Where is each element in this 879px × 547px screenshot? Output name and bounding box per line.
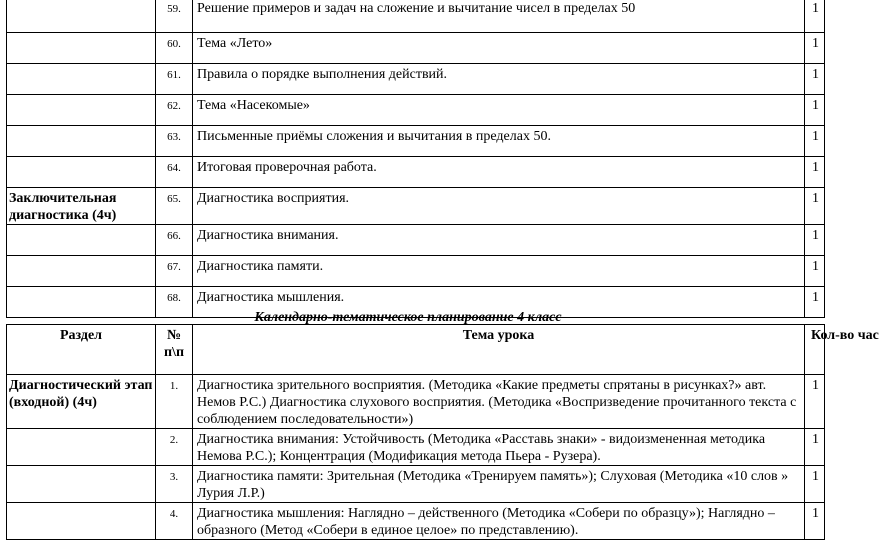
lesson-plan-table-grade-4 — [6, 324, 879, 540]
topic-cell: Правила о порядке выполнения действий. — [193, 64, 805, 95]
table-row — [7, 503, 825, 540]
hours-cell: 1 — [805, 126, 825, 157]
topic-cell: Диагностика восприятия. — [193, 188, 805, 225]
section-cell: Диагностический этап (входной) (4ч) — [7, 375, 156, 429]
number-cell: 59. — [156, 0, 193, 33]
section-cell — [7, 429, 156, 466]
table-row — [7, 0, 825, 33]
hours-cell: 1 — [805, 287, 825, 318]
topic-cell: Диагностика мышления: Наглядно – действенного (Методика «Собери по образцу»); Наглядно – образного (Метод «Собери в единое целое» по представлению). — [193, 503, 805, 540]
section-cell — [7, 95, 156, 126]
section-cell — [7, 126, 156, 157]
number-cell: 64. — [156, 157, 193, 188]
header-topic: Тема урока — [193, 325, 805, 375]
header-section: Раздел — [7, 325, 156, 375]
topic-cell: Диагностика памяти. — [193, 256, 805, 287]
number-cell: 67. — [156, 256, 193, 287]
number-cell: 62. — [156, 95, 193, 126]
table-row — [7, 256, 825, 287]
table-caption: Календарно-тематическое планирование 4 класс — [254, 310, 562, 325]
number-cell: 63. — [156, 126, 193, 157]
section-cell — [7, 503, 156, 540]
hours-cell: 1 — [805, 429, 825, 466]
topic-cell: Диагностика внимания: Устойчивость (Методика «Расставь знаки» - видоизмененная методика Немова Р.С.); Концентрация (Модификация метода Пьера - Рузера). — [193, 429, 805, 466]
topic-cell: Тема «Насекомые» — [193, 95, 805, 126]
table-body — [7, 375, 825, 540]
section-cell — [7, 256, 156, 287]
topic-cell: Письменные приёмы сложения и вычитания в пределах 50. — [193, 126, 805, 157]
number-cell: 66. — [156, 225, 193, 256]
topic-cell: Итоговая проверочная работа. — [193, 157, 805, 188]
number-cell: 65. — [156, 188, 193, 225]
hours-cell: 1 — [805, 256, 825, 287]
lesson-plan-table-continued — [6, 0, 825, 318]
number-cell: 61. — [156, 64, 193, 95]
number-cell: 4. — [156, 503, 193, 540]
topic-cell: Диагностика памяти: Зрительная (Методика «Тренируем память»); Слуховая (Методика «10 слов » Лурия Л.Р.) — [193, 466, 805, 503]
table-row — [7, 157, 825, 188]
hours-cell: 1 — [805, 64, 825, 95]
topic-cell: Решение примеров и задач на сложение и вычитание чисел в пределах 50 — [193, 0, 805, 33]
hours-cell: 1 — [805, 466, 825, 503]
topic-cell: Диагностика внимания. — [193, 225, 805, 256]
table-row — [7, 126, 825, 157]
header-number: № п\п — [156, 325, 193, 375]
table-row — [7, 466, 825, 503]
topic-cell: Тема «Лето» — [193, 33, 805, 64]
section-cell — [7, 33, 156, 64]
number-cell: 1. — [156, 375, 193, 429]
section-cell: Заключительная диагностика (4ч) — [7, 188, 156, 225]
section-cell — [7, 64, 156, 95]
table-row — [7, 64, 825, 95]
number-cell: 60. — [156, 33, 193, 64]
hours-cell: 1 — [805, 503, 825, 540]
table-row — [7, 225, 825, 256]
table-body — [7, 0, 825, 318]
table-row — [7, 95, 825, 126]
table-row — [7, 375, 825, 429]
table-row — [7, 429, 825, 466]
number-cell: 2. — [156, 429, 193, 466]
hours-cell: 1 — [805, 0, 825, 33]
table-header — [7, 325, 879, 375]
hours-cell: 1 — [805, 375, 825, 429]
hours-cell: 1 — [805, 157, 825, 188]
number-cell: 68. — [156, 287, 193, 318]
section-cell — [7, 0, 156, 33]
number-cell: 3. — [156, 466, 193, 503]
header-hours: Кол-во час — [805, 325, 825, 375]
hours-cell: 1 — [805, 33, 825, 64]
topic-cell: Диагностика зрительного восприятия. (Методика «Какие предметы спрятаны в рисунках?» авт. Немов Р.С.) Диагностика слухового восприятия. (Методика «Воспризведение прочитанного текста с соблюдением последовательности») — [193, 375, 805, 429]
header-row — [7, 325, 825, 375]
hours-cell: 1 — [805, 95, 825, 126]
table-row — [7, 188, 825, 225]
hours-cell: 1 — [805, 188, 825, 225]
section-cell — [7, 225, 156, 256]
table-row — [7, 33, 825, 64]
topic-cell: Диагностика мышления. — [193, 287, 805, 318]
hours-cell: 1 — [805, 225, 825, 256]
section-cell — [7, 157, 156, 188]
section-cell — [7, 466, 156, 503]
